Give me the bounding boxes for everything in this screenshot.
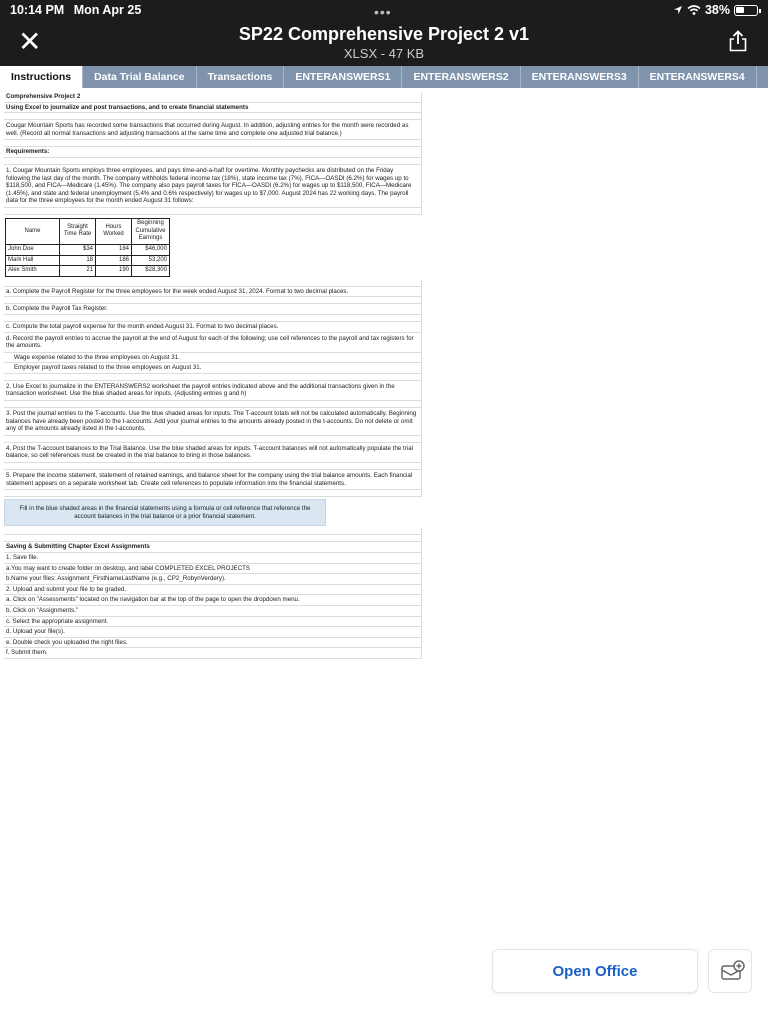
tab-enteranswers4[interactable]: ENTERANSWERS4 [639, 66, 757, 88]
employee-table [5, 218, 170, 277]
tab-enteranswers3[interactable]: ENTERANSWERS3 [521, 66, 639, 88]
requirement-4: 4. Post the T-account balances to the Trial Balance. Use the blue shaded areas for inputs. T-account balances will not automatically populate the trial balance, so cell references must be created in the trial balance to bring in those balances. [4, 443, 422, 463]
page-title: SP22 Comprehensive Project 2 v1 [238, 24, 530, 44]
save-step: b.Name your files: Assignment_FirstNameLastName (e.g., CP2_RobynVerdery). [4, 574, 422, 585]
table-row: John Doe $34 184 $46,000 [6, 244, 170, 255]
location-icon [673, 5, 683, 15]
mail-add-icon [709, 950, 753, 994]
col-name: Name [6, 218, 60, 244]
instructions-sheet [4, 92, 422, 659]
open-office-button[interactable]: Open Office [492, 949, 698, 993]
save-step: d. Upload your file(s). [4, 627, 422, 638]
status-time: 10:14 PM [10, 3, 65, 17]
task-d: d. Record the payroll entries to accrue the payroll at the end of August for each of the following; use cell references to the payroll and tax registers for the amounts. [4, 333, 422, 353]
tab-transactions[interactable]: Transactions [197, 66, 285, 88]
intro-text: Cougar Mountain Sports has recorded some transactions that occurred during August. In addition, adjusting entries for the month were recorded as well. (Record all normal transactions and adjusting transactions at the same time and complete one adjusted trial balance.) [4, 120, 422, 140]
task-d-1: Wage expense related to the three employees on August 31. [4, 353, 422, 364]
save-step: a. Click on "Assessments" located on the navigation bar at the top of the page to open the dropdown menu. [4, 595, 422, 606]
requirement-3: 3. Post the journal entries to the T-accounts. Use the blue shaded areas for inputs. The T-account totals will not be calculated automatically. Beginning balances have already been posted to the t-accounts. Add your journal entries to the amounts already posted in the t-accounts. Do not delete or omit any of the amounts already listed in the t-accounts. [4, 408, 422, 436]
requirement-5: 5. Prepare the income statement, statement of retained earnings, and balance sheet for the company using the trial balance amounts. Each financial statement appears on a separate worksheet tab. Create cell references to populate information into the financial statements. [4, 470, 422, 490]
requirements-label: Requirements: [4, 147, 422, 158]
col-rate: Straight Time Rate [60, 218, 96, 244]
sheet-subheading: Using Excel to journalize and post transactions, and to create financial statements [4, 103, 422, 114]
requirement-2: 2. Use Excel to journalize in the ENTERANSWERS2 worksheet the payroll entries indicated above and the additional transactions given in the transaction worksheet. Use the blue shaded areas for inputs. (Adjusting entries g and h) [4, 381, 422, 401]
save-step: e. Double check you uploaded the right files. [4, 638, 422, 649]
sheet-tabs [0, 66, 768, 88]
close-icon[interactable]: ✕ [18, 26, 42, 57]
multitask-dots-icon[interactable]: ••• [374, 4, 392, 20]
battery-percent: 38% [704, 3, 730, 17]
battery-icon [734, 5, 758, 16]
tab-enteranswers2[interactable]: ENTERANSWERS2 [402, 66, 520, 88]
status-right [673, 3, 758, 17]
task-c: c. Compute the total payroll expense for the month ended August 31. Format to two decimal places. [4, 322, 422, 333]
col-hours: Hours Worked [96, 218, 132, 244]
top-bar [0, 0, 768, 66]
save-step: c. Select the appropriate assignment. [4, 617, 422, 628]
requirement-1: 1. Cougar Mountain Sports employs three employees, and pays time-and-a-half for overtime. Monthly paychecks are distributed on the Friday following the last day of the month. The company withholds federal income tax (18%), state income tax (7%), FICA—OASDI (6.2%) for wages up to $118,500, and FICA—Medicare (1.45%). The company also pays payroll taxes for FICA—OASDI (6.2%) for wages up to $118,500, FICA—Medicare (1.45%), and state and federal unemployment (5.4% and 0.6% respectively) for wages up to $7,000. August 2024 has 22 working days. The payroll data for the three employees for the month ended August 31 follows: [4, 165, 422, 208]
tab-instructions[interactable]: Instructions [0, 66, 83, 88]
share-icon[interactable] [728, 30, 748, 52]
save-step: b. Click on "Assignments." [4, 606, 422, 617]
task-d-2: Employer payroll taxes related to the three employees on August 31. [4, 363, 422, 374]
save-step: 2. Upload and submit your file to be graded. [4, 585, 422, 596]
save-step: 1. Save file. [4, 553, 422, 564]
save-step: a.You may want to create folder on desktop, and label COMPLETED EXCEL PROJECTS [4, 564, 422, 575]
saving-heading: Saving & Submitting Chapter Excel Assignments [4, 542, 422, 553]
status-time-date [10, 3, 141, 17]
file-info: XLSX - 47 KB [343, 46, 425, 61]
table-row: Mark Hall 18 186 53,200 [6, 255, 170, 266]
status-date: Mon Apr 25 [73, 3, 142, 17]
col-earnings: Beginning Cumulative Earnings [132, 218, 170, 244]
tab-enteranswers1[interactable]: ENTERANSWERS1 [284, 66, 402, 88]
tab-data-trial-balance[interactable]: Data Trial Balance [83, 66, 196, 88]
table-row: Alex Smith 21 190 $28,300 [6, 266, 170, 277]
mail-add-button[interactable] [708, 949, 752, 993]
blue-note: Fill in the blue shaded areas in the financial statements using a formula or cell reference that reference the account balances in the trial balance or a prior financial statement. [4, 499, 326, 526]
wifi-icon [687, 5, 701, 15]
task-a: a. Complete the Payroll Register for the three employees for the week ended August 31, 2024. Format to two decimal places. [4, 287, 422, 298]
save-step: f. Submit them. [4, 648, 422, 659]
task-b: b. Complete the Payroll Tax Register. [4, 304, 422, 315]
sheet-heading: Comprehensive Project 2 [4, 92, 422, 103]
